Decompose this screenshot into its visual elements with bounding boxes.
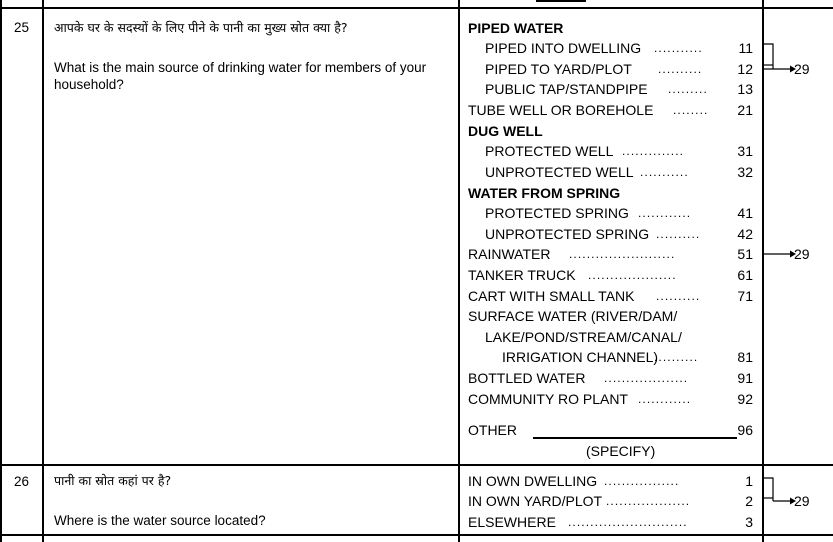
leader-dots: ............ — [638, 392, 692, 406]
option-elsewhere[interactable] — [468, 512, 753, 532]
option-tube-well[interactable] — [468, 100, 753, 120]
q25-english-text: What is the main source of drinking water for members of your household? — [54, 60, 427, 92]
leader-dots: ........... — [640, 165, 689, 179]
option-protected-well[interactable] — [468, 141, 753, 161]
option-unprotected-well[interactable] — [468, 162, 753, 182]
group-dug-well: DUG WELL — [468, 123, 543, 139]
leader-dots: ................... — [606, 494, 691, 508]
other-specify-line[interactable] — [533, 437, 737, 439]
option-surface-water-line1[interactable] — [468, 306, 753, 326]
options-skip-divider — [762, 0, 764, 542]
leader-dots: ........................... — [568, 515, 688, 529]
option-label: IN OWN YARD/PLOT — [468, 493, 603, 509]
skip-to-29-location: 29 — [794, 493, 810, 509]
leader-dots: ........................ — [569, 247, 676, 261]
leader-dots: .............. — [622, 144, 685, 158]
option-label: COMMUNITY RO PLANT — [468, 391, 628, 407]
q26-english-text: Where is the water source located? — [54, 513, 266, 528]
row-top-border — [0, 7, 833, 9]
option-unprotected-spring[interactable] — [468, 224, 753, 244]
option-label: ELSEWHERE — [468, 514, 556, 530]
option-code: 13 — [737, 81, 753, 97]
option-community-ro-plant[interactable] — [468, 389, 753, 409]
question-number-divider — [42, 0, 44, 542]
option-label: LAKE/POND/STREAM/CANAL/ — [485, 329, 682, 345]
top-stub-line — [536, 0, 586, 2]
option-protected-spring[interactable] — [468, 203, 753, 223]
leader-dots: .......... — [654, 350, 699, 364]
leader-dots: ................... — [604, 371, 689, 385]
leader-dots: .......... — [658, 62, 703, 76]
option-label: RAINWATER — [468, 246, 551, 262]
option-bottled-water[interactable] — [468, 368, 753, 388]
q26-hindi-text: पानी का स्रोत कहां पर है? — [54, 473, 172, 488]
leader-dots: ........... — [654, 41, 703, 55]
option-in-own-dwelling[interactable] — [468, 471, 753, 491]
option-label: PROTECTED WELL — [485, 143, 614, 159]
option-label: TUBE WELL OR BOREHOLE — [468, 102, 654, 118]
option-code: 96 — [737, 422, 753, 438]
row-divider — [0, 464, 833, 466]
left-border — [0, 0, 2, 542]
option-code: 61 — [737, 267, 753, 283]
option-tanker-truck[interactable] — [468, 265, 753, 285]
option-public-tap[interactable] — [468, 79, 753, 99]
option-cart-small-tank[interactable] — [468, 286, 753, 306]
option-label: IN OWN DWELLING — [468, 473, 598, 489]
option-piped-to-yard[interactable] — [468, 59, 753, 79]
option-label: TANKER TRUCK — [468, 267, 576, 283]
skip-to-29-piped: 29 — [794, 61, 810, 77]
option-label: PIPED TO YARD/PLOT — [485, 61, 632, 77]
option-label: CART WITH SMALL TANK — [468, 288, 635, 304]
option-code: 81 — [737, 349, 753, 365]
option-rainwater[interactable] — [468, 244, 753, 264]
option-label: PUBLIC TAP/STANDPIPE — [485, 81, 648, 97]
q25-hindi-text: आपके घर के सदस्यों के लिए पीने के पानी का मुख्य स्रोत क्या है? — [54, 20, 348, 35]
leader-dots: .......... — [656, 289, 701, 303]
option-code: 12 — [737, 61, 753, 77]
option-code: 91 — [737, 370, 753, 386]
option-code: 1 — [745, 473, 753, 489]
leader-dots: ................. — [604, 474, 680, 488]
option-code: 3 — [745, 514, 753, 530]
skip-to-29-rainwater: 29 — [794, 246, 810, 262]
question-options-divider — [458, 0, 460, 542]
option-code: 31 — [737, 143, 753, 159]
option-surface-water-line2[interactable] — [468, 327, 753, 347]
leader-dots: ............ — [638, 206, 692, 220]
option-label: BOTTLED WATER — [468, 370, 586, 386]
option-code: 51 — [737, 246, 753, 262]
leader-dots: .................... — [588, 268, 677, 282]
option-surface-water-line3[interactable] — [468, 347, 753, 367]
q26-number: 26 — [14, 474, 30, 489]
leader-dots: ........ — [673, 103, 709, 117]
option-code: 32 — [737, 164, 753, 180]
option-label: UNPROTECTED WELL — [485, 164, 634, 180]
option-in-own-yard[interactable] — [468, 491, 753, 511]
option-code: 71 — [737, 288, 753, 304]
group-piped-water: PIPED WATER — [468, 20, 564, 36]
skip-arrow-rainwater — [762, 244, 798, 264]
option-code: 11 — [738, 40, 753, 56]
leader-dots: ......... — [668, 82, 708, 96]
option-label: PIPED INTO DWELLING — [485, 40, 642, 56]
option-label: PROTECTED SPRING — [485, 205, 629, 221]
group-water-from-spring: WATER FROM SPRING — [468, 185, 621, 201]
leader-dots: .......... — [656, 227, 701, 241]
option-code: 21 — [737, 102, 753, 118]
option-piped-into-dwelling[interactable] — [468, 38, 753, 58]
option-label: OTHER — [468, 422, 517, 438]
option-code: 2 — [745, 493, 753, 509]
q25-number: 25 — [14, 20, 30, 35]
option-code: 41 — [737, 205, 753, 221]
option-code: 42 — [737, 226, 753, 242]
option-label: UNPROTECTED SPRING — [485, 226, 650, 242]
option-code: 92 — [737, 391, 753, 407]
option-label: SURFACE WATER (RIVER/DAM/ — [468, 308, 678, 324]
option-label: IRRIGATION CHANNEL) — [502, 349, 659, 365]
specify-label: (SPECIFY) — [586, 443, 656, 459]
row-bottom-border — [0, 534, 833, 536]
